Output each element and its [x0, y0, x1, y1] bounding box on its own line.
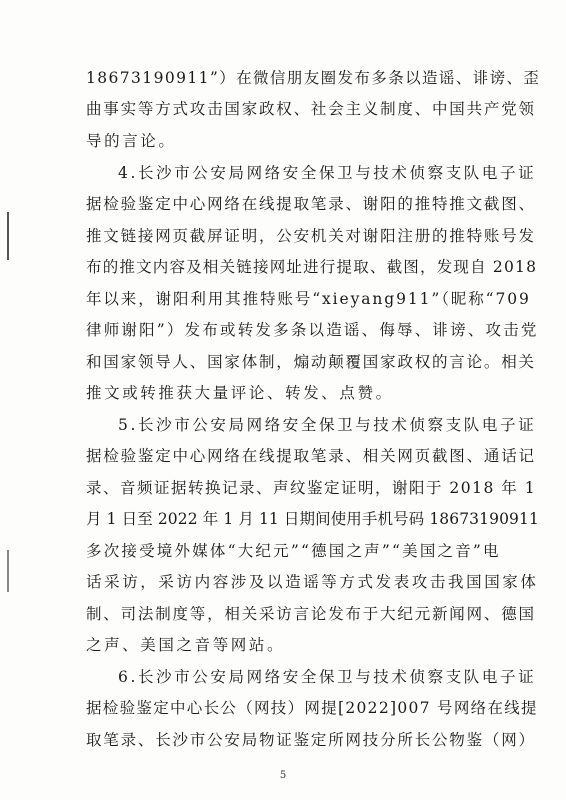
paragraph-6-start: 6.长沙市公安局网络安全保卫与技术侦察支队电子证 [118, 668, 537, 686]
text-line: 18673190911”）在微信朋友圈发布多条以造谣、诽谤、歪 [86, 69, 541, 87]
text-line: 年以来，谢阳利用其推特账号“xieyang911”（昵称“709 [86, 290, 531, 308]
text-line: 推文或转推获大量评论、转发、点赞。 [86, 384, 394, 402]
text-line: 月 1 日至 2022 年 1 月 11 日期间使用手机号码 18673190911 [86, 510, 539, 528]
text-line: 布的推文内容及相关链接网址进行提取、截图，发现自 2018 [86, 258, 538, 276]
paragraph-4-start: 4.长沙市公安局网络安全保卫与技术侦察支队电子证 [118, 164, 537, 182]
text-line: 录、音频证据转换记录、声纹鉴定证明，谢阳于 2018 年 1 [86, 479, 537, 497]
text-line: 导的言论。 [86, 132, 177, 150]
text-line: 据检验鉴定中心网络在线提取笔录、谢阳的推特推文截图、 [86, 195, 536, 213]
scan-mark-top [7, 212, 9, 260]
page-number: 5 [279, 770, 287, 781]
text-line: 据检验鉴定中心网络在线提取笔录、相关网页截图、通话记 [86, 447, 536, 465]
text-line: 律师谢阳”）发布或转发多条以造谣、侮辱、诽谤、攻击党 [86, 321, 539, 339]
text-line: 据检验鉴定中心长公（网技）网提[2022]007 号网络在线提 [86, 699, 538, 717]
scan-mark-bottom [7, 550, 9, 592]
text-line: 推文链接网页截屏证明，公安机关对谢阳注册的推特账号发 [86, 227, 536, 245]
text-line: 多次接受境外媒体“大纪元”“德国之声”“美国之音”电 [86, 542, 501, 560]
text-line: 曲事实等方式攻击国家政权、社会主义制度、中国共产党领 [86, 100, 536, 118]
text-line: 制、司法制度等，相关采访言论发布于大纪元新闻网、德国 [86, 605, 536, 623]
text-line: 之声、美国之音等网站。 [86, 636, 286, 654]
paragraph-5-start: 5.长沙市公安局网络安全保卫与技术侦察支队电子证 [118, 416, 537, 434]
text-line: 和国家领导人、国家体制，煽动颠覆国家政权的言论。相关 [86, 353, 536, 371]
text-line: 话采访，采访内容涉及以造谣等方式发表攻击我国国家体 [86, 573, 539, 591]
text-line: 取笔录、长沙市公安局物证鉴定所网技分所长公物鉴（网） [86, 731, 536, 749]
